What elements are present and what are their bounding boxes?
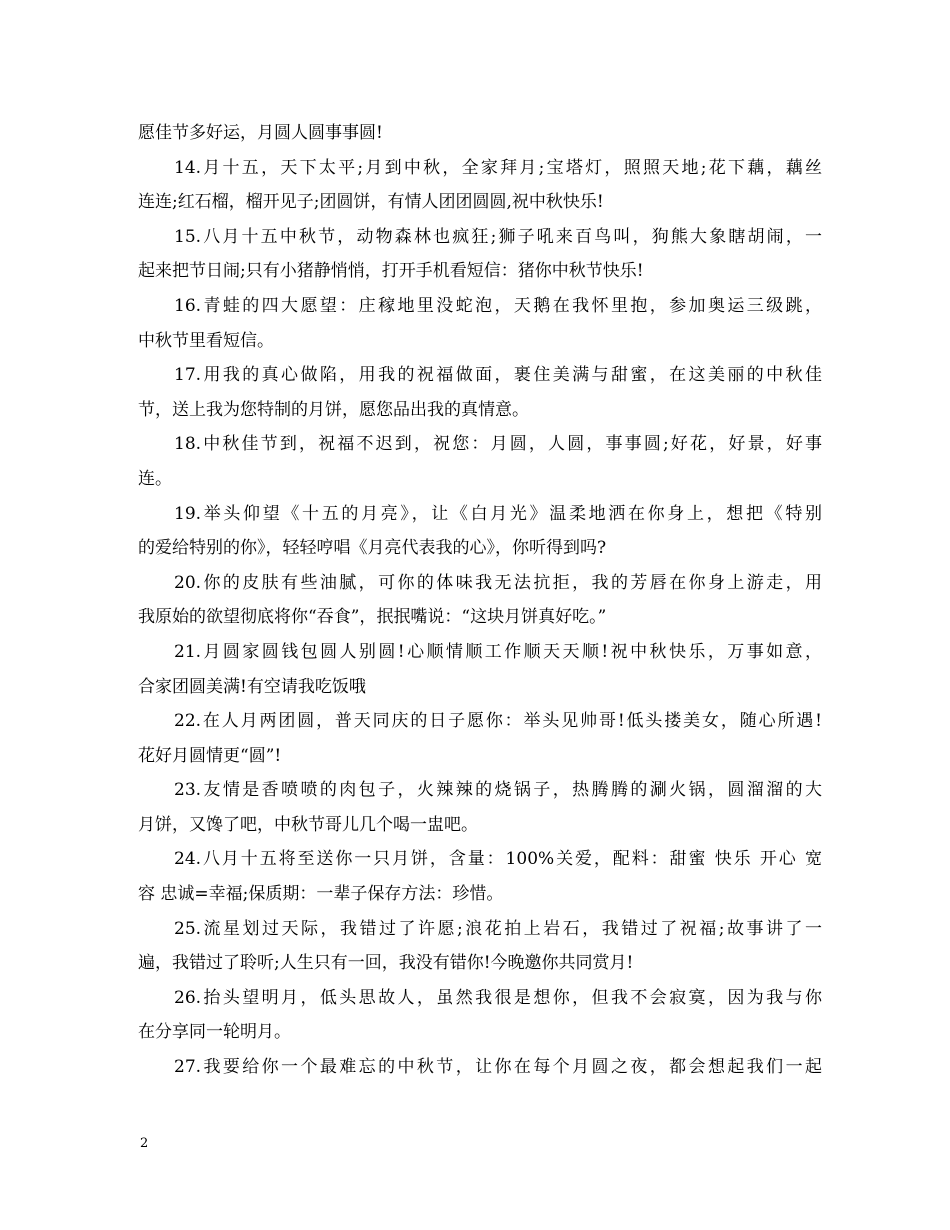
text-line: 中秋节里看短信。 xyxy=(138,330,274,351)
text-line: 26.抬头望明月，低头思故人，虽然我很是想你，但我不会寂寞，因为我与你 xyxy=(174,987,822,1008)
text-line: 我原始的欲望彻底将你“吞食”，抿抿嘴说：“这块月饼真好吃。” xyxy=(138,607,607,628)
text-line: 19.举头仰望《十五的月亮》，让《白月光》温柔地洒在你身上，想把《特别 xyxy=(174,503,822,524)
text-line: 14.月十五，天下太平;月到中秋，全家拜月;宝塔灯，照照天地;花下藕，藕丝 xyxy=(174,157,822,178)
text-line: 的爱给特别的你》，轻轻哼唱《月亮代表我的心》，你听得到吗? xyxy=(138,538,607,559)
text-line: 22.在人月两团圆，普天同庆的日子愿你：举头见帅哥!低头搂美女，随心所遇! xyxy=(174,711,822,732)
text-line: 愿佳节多好运，月圆人圆事事圆! xyxy=(138,123,383,143)
text-line: 27.我要给你一个最难忘的中秋节，让你在每个月圆之夜，都会想起我们一起 xyxy=(174,1057,822,1078)
text-line: 连连;红石榴，榴开见子;团圆饼，有情人团团圆圆,祝中秋快乐! xyxy=(138,192,604,213)
text-line: 18.中秋佳节到，祝福不迟到，祝您：月圆，人圆，事事圆;好花，好景，好事 xyxy=(174,434,822,455)
text-line: 连。 xyxy=(138,468,172,489)
text-line: 起来把节日闹;只有小猪静悄悄，打开手机看短信：猪你中秋节快乐! xyxy=(138,261,644,282)
text-line: 月饼，又馋了吧，中秋节哥儿几个喝一盅吧。 xyxy=(138,814,478,835)
text-line: 23.友情是香喷喷的肉包子，火辣辣的烧锅子，热腾腾的涮火锅，圆溜溜的大 xyxy=(174,780,822,801)
page-number: 2 xyxy=(140,1136,149,1151)
text-line: 24.八月十五将至送你一只月饼，含量：100%关爱，配料：甜蜜 快乐 开心 宽 xyxy=(174,849,822,870)
text-line: 节，送上我为您特制的月饼，愿您品出我的真情意。 xyxy=(138,399,529,420)
text-line: 16.青蛙的四大愿望：庄稼地里没蛇泡，天鹅在我怀里抱，参加奥运三级跳， xyxy=(174,295,822,316)
text-line: 21.月圆家圆钱包圆人别圆!心顺情顺工作顺天天顺!祝中秋快乐，万事如意， xyxy=(174,641,822,662)
text-line: 容 忠诚=幸福;保质期：一辈子保存方法：珍惜。 xyxy=(138,884,504,905)
text-line: 25.流星划过天际，我错过了许愿;浪花拍上岩石，我错过了祝福;故事讲了一 xyxy=(174,918,822,939)
text-line: 在分享同一轮明月。 xyxy=(138,1022,291,1043)
text-line: 花好月圆情更“圆”! xyxy=(138,745,282,766)
text-line: 遍，我错过了聆听;人生只有一回，我没有错你!今晚邀你共同赏月! xyxy=(138,953,634,974)
text-line: 合家团圆美满!有空请我吃饭哦 xyxy=(138,676,366,697)
document-body xyxy=(138,116,822,1085)
text-line: 20.你的皮肤有些油腻，可你的体味我无法抗拒，我的芳唇在你身上游走，用 xyxy=(174,572,822,593)
text-line: 15.八月十五中秋节，动物森林也疯狂;狮子吼来百鸟叫，狗熊大象瞎胡闹，一 xyxy=(174,226,822,247)
text-line: 17.用我的真心做陷，用我的祝福做面，裹住美满与甜蜜，在这美丽的中秋佳 xyxy=(174,365,822,386)
